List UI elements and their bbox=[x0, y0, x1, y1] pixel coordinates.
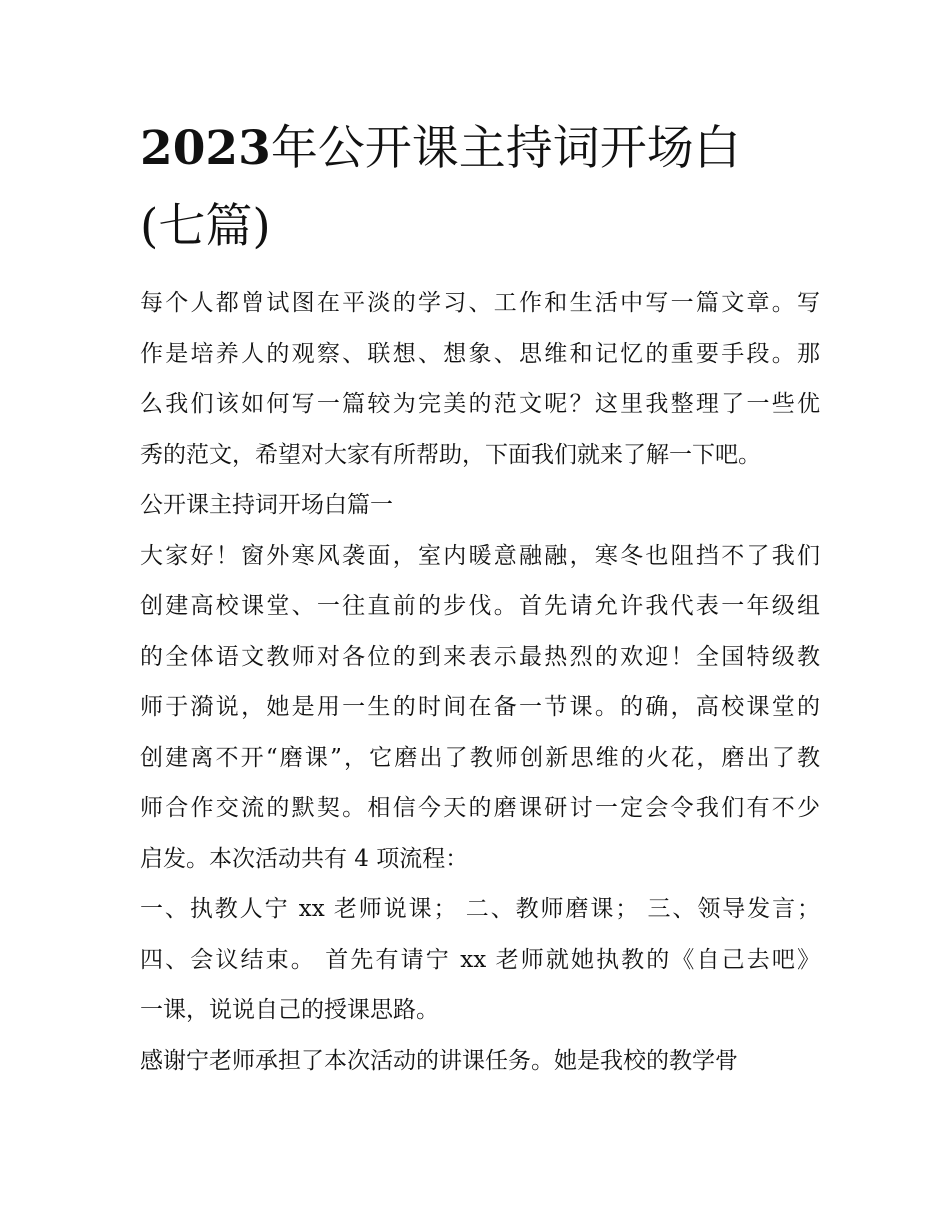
paragraph-line: 创建离不开“磨课”，它磨出了教师创新思维的火花，磨出了教 bbox=[140, 744, 820, 771]
section-heading: 公开课主持词开场白篇一 bbox=[140, 492, 393, 518]
document-title bbox=[140, 110, 820, 266]
paragraph-line: 大家好！窗外寒风袭面，室内暖意融融，寒冬也阻挡不了我们 bbox=[140, 542, 820, 569]
paragraph-line: 四、会议结束。 首先有请宁 xx 老师就她执教的《自己去吧》 bbox=[140, 946, 820, 973]
paragraph-line: 秀的范文，希望对大家有所帮助，下面我们就来了解一下吧。 bbox=[140, 441, 761, 468]
title-line-2: (七篇) bbox=[140, 199, 271, 254]
title-year: 2023 bbox=[140, 121, 271, 176]
paragraph-line: 一课，说说自己的授课思路。 bbox=[140, 997, 439, 1023]
paragraph-line: 的全体语文教师对各位的到来表示最热烈的欢迎！全国特级教 bbox=[140, 643, 820, 670]
paragraph-line: 一、执教人宁 xx 老师说课； 二、教师磨课； 三、领导发言； bbox=[140, 896, 820, 922]
paragraph-line: 师于漪说，她是用一生的时间在备一节课。的确，高校课堂的 bbox=[140, 694, 820, 720]
paragraph-line: 师合作交流的默契。相信今天的磨课研讨一定会令我们有不少 bbox=[140, 795, 820, 821]
document-body bbox=[140, 278, 820, 1086]
paragraph-line: 创建高校课堂、一往直前的步伐。首先请允许我代表一年级组 bbox=[140, 593, 820, 619]
paragraph-line: 感谢宁老师承担了本次活动的讲课任务。她是我校的教学骨 bbox=[140, 1047, 738, 1074]
paragraph-line: 启发。本次活动共有 4 项流程： bbox=[140, 845, 469, 872]
title-text: 年公开课主持词开场白 bbox=[270, 121, 741, 176]
paragraph-line: 作是培养人的观察、联想、想象、思维和记忆的重要手段。那 bbox=[140, 340, 820, 367]
paragraph-line: 么我们该如何写一篇较为完美的范文呢？这里我整理了一些优 bbox=[140, 391, 820, 417]
paragraph-line: 每个人都曾试图在平淡的学习、工作和生活中写一篇文章。写 bbox=[140, 290, 820, 316]
